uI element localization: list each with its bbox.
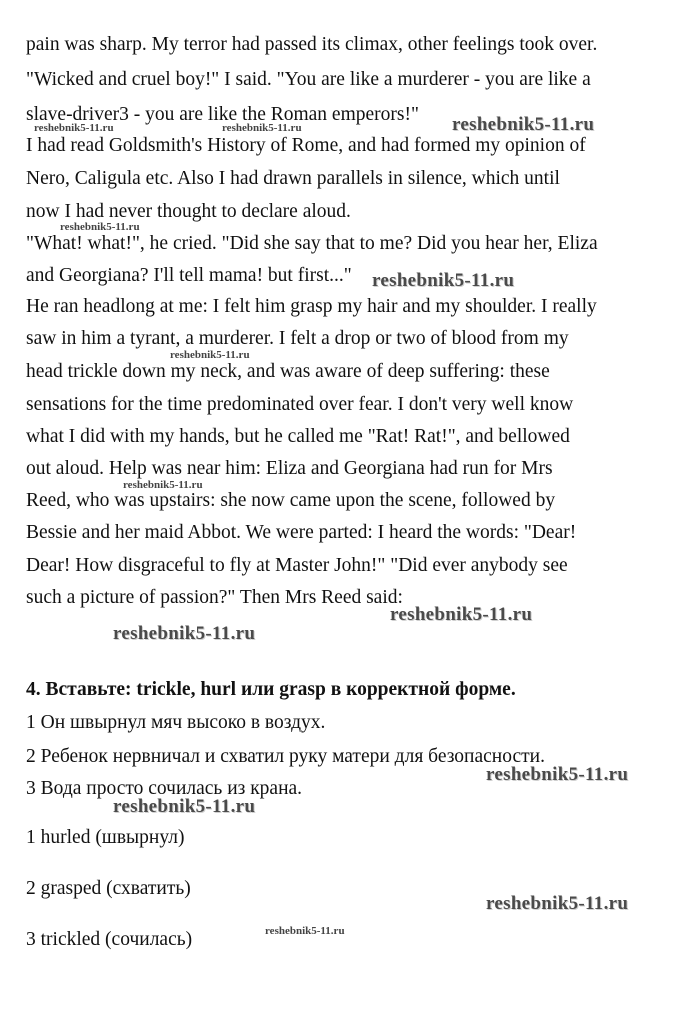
answer-line: 2 grasped (схватить) [26,878,191,899]
answer-line: 3 trickled (сочилась) [26,929,193,950]
watermark: reshebnik5-11.ru [265,925,345,937]
exercise-sentence: 2 Ребенок нервничал и схватил руку матери для безопасности. [26,746,545,767]
watermark: reshebnik5-11.ru [34,122,114,134]
passage-line: slave-driver3 - you are like the Roman emperors!" [26,104,419,125]
watermark: reshebnik5-11.ru [60,221,140,233]
passage-line: I had read Goldsmith's History of Rome, and had formed my opinion of [26,135,586,156]
watermark: reshebnik5-11.ru [486,893,629,914]
passage-line: now I had never thought to declare aloud. [26,201,351,222]
watermark: reshebnik5-11.ru [372,270,515,291]
exercise-heading: 4. Вставьте: trickle, hurl или grasp в корректной форме. [26,679,516,700]
passage-line: "Wicked and cruel boy!" I said. "You are like a murderer - you are like a [26,69,591,90]
watermark: reshebnik5-11.ru [486,764,629,785]
watermark: reshebnik5-11.ru [123,479,203,491]
passage-line: out aloud. Help was near him: Eliza and Georgiana had run for Mrs [26,458,553,479]
watermark: reshebnik5-11.ru [113,623,256,644]
passage-line: "What! what!", he cried. "Did she say that to me? Did you hear her, Eliza [26,233,598,254]
passage-line: and Georgiana? I'll tell mama! but first..." [26,265,352,286]
passage-line: Bessie and her maid Abbot. We were parted: I heard the words: "Dear! [26,522,577,543]
exercise-sentence: 3 Вода просто сочилась из крана. [26,778,303,799]
watermark: reshebnik5-11.ru [222,122,302,134]
watermark: reshebnik5-11.ru [170,349,250,361]
passage-line: what I did with my hands, but he called me "Rat! Rat!", and bellowed [26,426,570,447]
passage-line: Dear! How disgraceful to fly at Master John!" "Did ever anybody see [26,555,568,576]
passage-line: saw in him a tyrant, a murderer. I felt a drop or two of blood from my [26,328,569,349]
passage-line: Reed, who was upstairs: she now came upon the scene, followed by [26,490,556,511]
exercise-sentence: 1 Он швырнул мяч высоко в воздух. [26,712,326,733]
watermark: reshebnik5-11.ru [452,114,595,135]
passage-line: He ran headlong at me: I felt him grasp my hair and my shoulder. I really [26,296,597,317]
watermark: reshebnik5-11.ru [390,604,533,625]
passage-line: head trickle down my neck, and was aware of deep suffering: these [26,361,550,382]
passage-line: Nero, Caligula etc. Also I had drawn parallels in silence, which until [26,168,560,189]
passage-line: sensations for the time predominated over fear. I don't very well know [26,394,574,415]
answer-line: 1 hurled (швырнул) [26,827,185,848]
passage-line: such a picture of passion?" Then Mrs Reed said: [26,587,403,608]
passage-line: pain was sharp. My terror had passed its climax, other feelings took over. [26,34,598,55]
watermark: reshebnik5-11.ru [113,796,256,817]
